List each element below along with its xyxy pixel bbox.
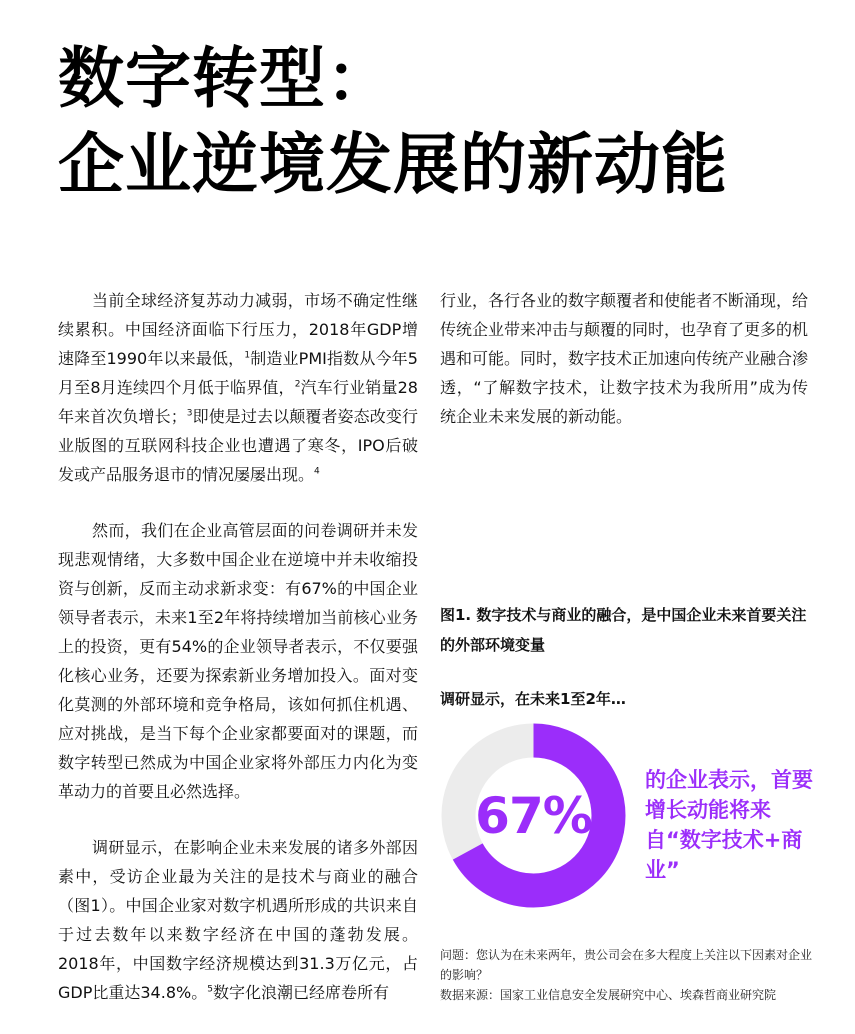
right-column <box>440 286 808 458</box>
footnote-ref-2: 2 <box>294 379 301 390</box>
paragraph-4: 行业，各行各业的数字颠覆者和使能者不断涌现，给传统企业带来冲击与颠覆的同时，也孕育了更多的机遇和可能。同时，数字技术正加速向传统产业融合渗透，“了解数字技术，让数字技术为我所用”成为传统企业未来发展的新动能。 <box>440 291 809 426</box>
footnote-ref-5: 5 <box>207 984 213 995</box>
left-column <box>58 286 418 1034</box>
figure-question: 问题：您认为在未来两年，贵公司会在多大程度上关注以下因素对企业的影响？ <box>440 948 813 982</box>
paragraph-3-text-a: 调研显示，在影响企业未来发展的诸多外部因素中，受访企业最为关注的是技术与商业的融合（图1）。中国企业家对数字机遇所形成的共识来自于过去数年以来数字经济在中国的蓬勃发展。2018年，中国数字经济规模达到31.3万亿元，占GDP比重达34.8%。 <box>58 838 418 1002</box>
figure-subtitle: 调研显示，在未来1至2年… <box>440 690 626 708</box>
paragraph-1 <box>58 286 418 489</box>
footnote-ref-4: 4 <box>314 466 320 477</box>
paragraph-2: 然而，我们在企业高管层面的问卷调研并未发现悲观情绪，大多数中国企业在逆境中并未收缩投资与创新，反而主动求新求变：有67%的中国企业领导者表示，未来1至2年将持续增加当前核心业务上的投资，更有54%的企业领导者表示，不仅要强化核心业务，还要为探索新业务增加投入。面对变化莫测的外部环境和竞争格局，该如何抓住机遇、应对挑战，是当下每个企业家都要面对的课题，而数字转型已然成为中国企业家将外部压力内化为变革动力的首要且必然选择。 <box>58 521 418 801</box>
figure-title: 图1. 数字技术与商业的融合，是中国企业未来首要关注的外部环境变量 <box>440 606 807 654</box>
paragraph-1-text-b: 制造业PMI指数从今年5月至8月连续四个月低于临界值， <box>58 349 418 397</box>
title-line-2: 企业逆境发展的新动能 <box>58 126 728 203</box>
paragraph-1-text-c: 汽车行业销量28年来首次负增长； <box>58 378 418 426</box>
figure-source: 数据来源：国家工业信息安全发展研究中心、埃森哲商业研究院 <box>440 988 777 1002</box>
donut-percent-label: 67% <box>475 786 592 845</box>
paragraph-1-text-d: 即使是过去以颠覆者姿态改变行业版图的互联网科技企业也遭遇了寒冬，IPO后破发或产品服务退市的情况屡屡出现。 <box>58 407 418 484</box>
page-title <box>58 36 728 208</box>
paragraph-3-text-b: 数字化浪潮已经席卷所有 <box>212 983 389 1002</box>
figure-notes <box>440 945 820 1005</box>
footnote-ref-1: 1 <box>244 350 251 361</box>
figure-callout: 的企业表示，首要增长动能将来自“数字技术+商业” <box>645 768 813 882</box>
figure-1 <box>440 600 820 1002</box>
paragraph-3 <box>58 833 418 1007</box>
footnote-ref-3: 3 <box>186 408 193 419</box>
title-line-1: 数字转型： <box>58 40 393 117</box>
paragraph-1-text-a: 当前全球经济复苏动力减弱，市场不确定性继续累积。中国经济面临下行压力，2018年GDP增速降至1990年以来最低， <box>58 291 418 368</box>
donut-chart <box>440 722 627 909</box>
